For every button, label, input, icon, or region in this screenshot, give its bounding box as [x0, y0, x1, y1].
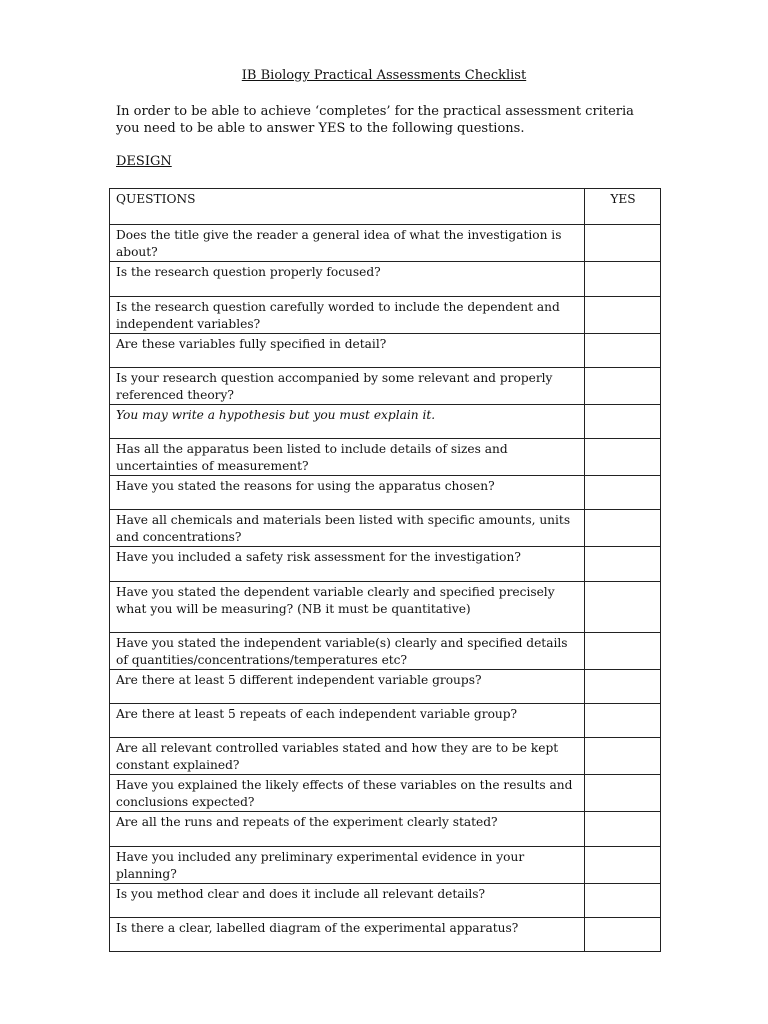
document-title: IB Biology Practical Assessments Checklist — [241, 68, 527, 83]
question-cell: Are all the runs and repeats of the experiment clearly stated? — [110, 812, 585, 847]
table-row — [110, 847, 661, 884]
question-cell: Has all the apparatus been listed to include details of sizes and uncertainties of measurement? — [110, 439, 585, 476]
yes-checkbox-cell[interactable] — [585, 847, 661, 884]
yes-checkbox-cell[interactable] — [585, 510, 661, 547]
table-row — [110, 812, 661, 847]
question-cell: Have you stated the dependent variable clearly and specified precisely what you will be measuring? (NB it must be quantitative) — [110, 582, 585, 633]
question-cell: Have you included any preliminary experimental evidence in your planning? — [110, 847, 585, 884]
yes-checkbox-cell[interactable] — [585, 547, 661, 582]
table-row — [110, 510, 661, 547]
intro-line: In order to be able to achieve ‘completes’ for the practical assessment criteria — [116, 104, 634, 119]
yes-checkbox-cell[interactable] — [585, 368, 661, 405]
yes-checkbox-cell[interactable] — [585, 262, 661, 297]
header-questions: QUESTIONS — [110, 189, 585, 225]
question-cell: Are there at least 5 repeats of each independent variable group? — [110, 704, 585, 738]
header-yes: YES — [585, 189, 661, 225]
question-cell: Are all relevant controlled variables stated and how they are to be kept constant explained? — [110, 738, 585, 775]
yes-checkbox-cell[interactable] — [585, 775, 661, 812]
yes-checkbox-cell[interactable] — [585, 297, 661, 334]
question-cell: Have all chemicals and materials been listed with specific amounts, units and concentrations? — [110, 510, 585, 547]
table-row — [110, 704, 661, 738]
question-cell: Is there a clear, labelled diagram of the experimental apparatus? — [110, 918, 585, 952]
table-row — [110, 633, 661, 670]
yes-checkbox-cell[interactable] — [585, 812, 661, 847]
yes-checkbox-cell[interactable] — [585, 738, 661, 775]
table-row — [110, 918, 661, 952]
yes-checkbox-cell[interactable] — [585, 633, 661, 670]
yes-checkbox-cell[interactable] — [585, 476, 661, 510]
table-row — [110, 476, 661, 510]
question-cell: Is your research question accompanied by some relevant and properly referenced theory? — [110, 368, 585, 405]
question-cell: You may write a hypothesis but you must explain it. — [110, 405, 585, 439]
table-row — [110, 405, 661, 439]
question-cell: Are there at least 5 different independent variable groups? — [110, 670, 585, 704]
intro-paragraph — [116, 103, 676, 137]
table-row — [110, 670, 661, 704]
table-row — [110, 884, 661, 918]
question-cell: Are these variables fully specified in detail? — [110, 334, 585, 368]
checklist-table — [109, 188, 661, 952]
table-row — [110, 547, 661, 582]
yes-checkbox-cell[interactable] — [585, 884, 661, 918]
question-cell: Have you explained the likely effects of these variables on the results and conclusions expected? — [110, 775, 585, 812]
table-header-row — [110, 189, 661, 225]
table-row — [110, 297, 661, 334]
yes-checkbox-cell[interactable] — [585, 704, 661, 738]
yes-checkbox-cell[interactable] — [585, 334, 661, 368]
question-cell: Is you method clear and does it include all relevant details? — [110, 884, 585, 918]
table-row — [110, 775, 661, 812]
table-row — [110, 334, 661, 368]
table-row — [110, 439, 661, 476]
question-cell: Have you stated the reasons for using the apparatus chosen? — [110, 476, 585, 510]
question-cell: Have you included a safety risk assessment for the investigation? — [110, 547, 585, 582]
intro-line: you need to be able to answer YES to the following questions. — [116, 121, 525, 136]
question-cell: Is the research question carefully worded to include the dependent and independent variables? — [110, 297, 585, 334]
section-heading-design: DESIGN — [116, 154, 172, 169]
table-row — [110, 738, 661, 775]
table-row — [110, 262, 661, 297]
yes-checkbox-cell[interactable] — [585, 582, 661, 633]
yes-checkbox-cell[interactable] — [585, 405, 661, 439]
question-cell: Have you stated the independent variable(s) clearly and specified details of quantities/concentrations/temperatures etc? — [110, 633, 585, 670]
question-cell: Does the title give the reader a general idea of what the investigation is about? — [110, 225, 585, 262]
question-cell: Is the research question properly focused? — [110, 262, 585, 297]
table-row — [110, 368, 661, 405]
yes-checkbox-cell[interactable] — [585, 670, 661, 704]
table-row — [110, 582, 661, 633]
yes-checkbox-cell[interactable] — [585, 225, 661, 262]
yes-checkbox-cell[interactable] — [585, 439, 661, 476]
table-row — [110, 225, 661, 262]
yes-checkbox-cell[interactable] — [585, 918, 661, 952]
